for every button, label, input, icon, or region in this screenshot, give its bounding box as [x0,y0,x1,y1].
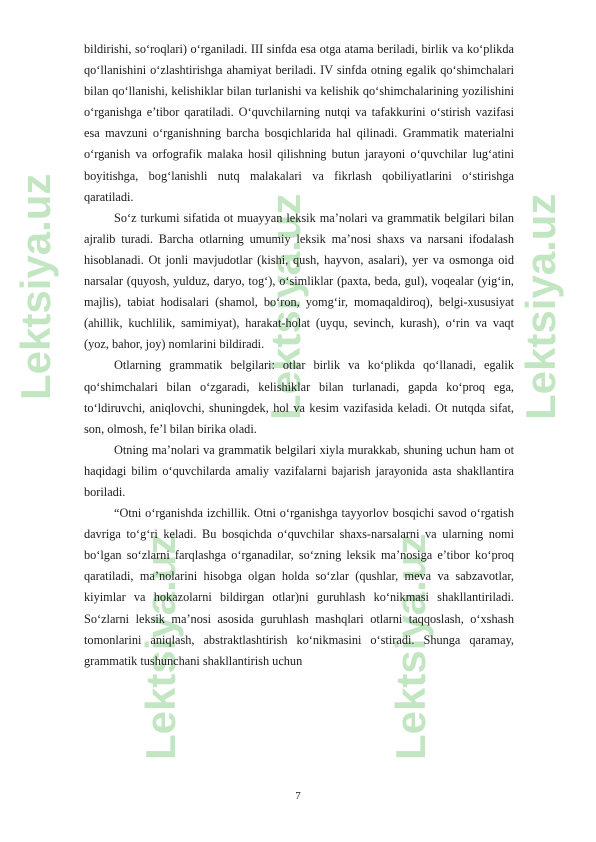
watermark-text-1: Lektsiya.uz [12,173,59,400]
document-body [84,39,514,672]
watermark-text-4: Lektsiya.uz [387,533,434,760]
paragraph-3: Otlarning grammatik belgilari: otlar birlik va ko‘plikda qo‘llanadi, egalik qo‘shimchalari bilan o‘zgaradi, kelishiklar bilan turlanadi, gapda ko‘proq ega, to‘ldiruvchi, aniqlovchi, shuningdek, hol va kesim vazifasida keladi. Ot nutqda sifat, son, olmosh, fe’l bilan birika oladi. [84,358,514,436]
page-number: 7 [295,790,301,802]
paragraph-2: So‘z turkumi sifatida ot muayyan leksik ma’nolari va grammatik belgilari bilan ajralib turadi. Barcha otlarning umumiy leksik ma’nosi shaxs va narsani ifodalash hisoblanadi. Ot jonli mavjudotlar (kishi, qush, hayvon, asalari), yer va osmonga oid narsalar (quyosh, yulduz, daryo, tog‘), o‘simliklar (paxta, beda, gul), voqealar (yig‘in, majlis), tabiat hodisalari (shamol, bo‘ron, yomg‘ir, momaqaldiroq), belgi-xususiyat (ahillik, kuchlilik, samimiyat), harakat-holat (uyqu, sevinch, kurash), o‘rin va vaqt (yoz, bahor, joy) nomlarini bildiradi. [84,210,514,352]
paragraph-5: “Otni o‘rganishda izchillik. Otni o‘rganishga tayyorlov bosqichi savod o‘rgatish davriga to‘g‘ri keladi. Bu bosqichda o‘quvchilar shaxs-narsalarni va ularning nomi bo‘lgan so‘zlarni farqlashga o‘rganadilar, so‘zning leksik ma’nosiga e’tibor ko‘proq qaratiladi, ma’nolarini hisobga olgan holda so‘zlar (qushlar, meva va sabzavotlar, kiyimlar va hokazolarni bildirgan otlar)ni guruhlash ko‘nikmasi shakllantiriladi. So‘zlarni leksik ma’nosi asosida guruhlash mashqlari otlarni taqqoslash, o‘xshash tomonlarini aniqlash, abstraktlashtirish ko‘nikmasini o‘stiradi. Shunga qaramay, grammatik tushunchani shakllantirish uchun [84,506,514,668]
watermark-text-2: Lektsiya.uz [137,533,184,760]
paragraph-1: bildirishi, so‘roqlari) o‘rganiladi. III sinfda esa otga atama beriladi, birlik va ko‘plikda qo‘llanishini o‘zlashtirishga ahamiyat beriladi. IV sinfda otning egalik qo‘shimchalari bilan qo‘llanishi, kelishiklar bilan turlanishi va kelishik qo‘shimchalarining yozilishini o‘rganishga e’tibor qaratiladi. O‘quvchilarning nutqi va tafakkurini o‘stirish vazifasi esa mavzuni o‘rganishning barcha bosqichlarida hal qilinadi. Grammatik materialni o‘rganish va orfografik malaka hosil qilishning butun jarayoni o‘quvchilar lug‘atini boyitishga, bog‘lanishli nutq malakalari va fikrlash qobiliyatlarini o‘stirishga qaratiladi. [84,42,514,204]
watermark-text-3: Lektsiya.uz [262,193,309,420]
paragraph-4: Otning ma’nolari va grammatik belgilari xiyla murakkab, shuning uchun ham ot haqidagi bilim o‘quvchilarda amaliy vazifalarni bajarish jarayonida asta shakllantira boriladi. [84,442,514,499]
watermark-text-5: Lektsiya.uz [517,193,564,420]
